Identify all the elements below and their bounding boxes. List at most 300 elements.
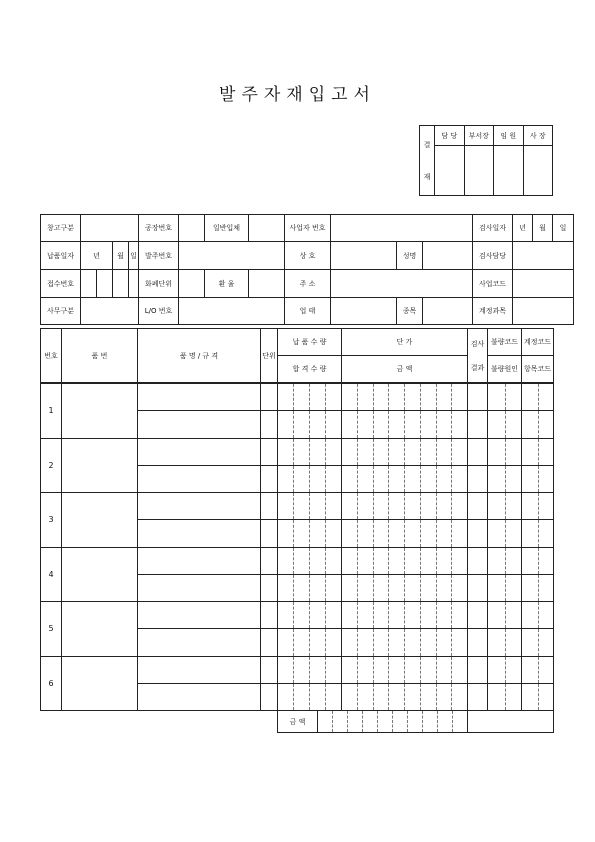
digit-guides: [278, 575, 341, 601]
label-inspector: 검사담당: [473, 242, 513, 270]
label-delivery-date: 납품일자: [41, 242, 81, 270]
item-price-field[interactable]: [342, 602, 468, 629]
center-guide: [488, 439, 506, 465]
digit-cell: [278, 411, 294, 437]
digit-cell: [342, 411, 358, 437]
digit-cell: [358, 520, 374, 546]
item-number: 2: [41, 438, 62, 493]
label-delivery-year: 년: [81, 242, 113, 270]
digit-cell: [310, 657, 326, 683]
approval-box: [419, 125, 553, 196]
item-inspect-field[interactable]: [468, 493, 488, 520]
digit-cell: [278, 684, 294, 710]
item-name-spec-field[interactable]: [138, 384, 261, 411]
label-item-type: 종목: [397, 298, 423, 325]
digit-guides: [342, 548, 467, 574]
digit-cell: [421, 493, 437, 519]
center-guide: [488, 684, 506, 710]
item-qty-field[interactable]: [278, 683, 342, 710]
digit-cell: [452, 575, 467, 601]
item-inspect-field[interactable]: [468, 602, 488, 629]
digit-guides: [342, 384, 467, 410]
digit-cell: [423, 711, 438, 732]
total-label: 금 액: [278, 711, 318, 733]
label-biz-no: 사업자 번호: [285, 215, 331, 242]
item-inspect-field[interactable]: [468, 683, 488, 710]
label-biz-code: 사업코드: [473, 270, 513, 298]
item-account-field[interactable]: [522, 493, 554, 520]
item-price-field[interactable]: [342, 683, 468, 710]
digit-cell: [310, 684, 326, 710]
item-account-field[interactable]: [522, 411, 554, 438]
approval-side-bottom: 재: [423, 172, 431, 181]
item-number: 3: [41, 493, 62, 548]
item-price-field[interactable]: [342, 520, 468, 547]
field-company[interactable]: [331, 242, 397, 270]
header-name-spec: 품 명 / 규 격: [138, 329, 261, 383]
header-amount: 금 액: [342, 356, 468, 383]
item-price-field[interactable]: [342, 656, 468, 683]
field-biz-code[interactable]: [513, 270, 574, 298]
digit-cell: [437, 657, 453, 683]
digit-cell: [405, 493, 421, 519]
digit-cell: [294, 411, 310, 437]
digit-cell: [358, 548, 374, 574]
item-unit-field[interactable]: [261, 547, 278, 574]
item-name-spec-field[interactable]: [138, 465, 261, 492]
digit-cell: [405, 439, 421, 465]
digit-cell: [278, 384, 294, 410]
item-name-spec-field[interactable]: [138, 493, 261, 520]
item-defect-field[interactable]: [488, 547, 522, 574]
label-receipt-no: 접수번호: [41, 270, 81, 298]
item-defect-field[interactable]: [488, 438, 522, 465]
page-title: 발주자재입고서: [219, 85, 376, 105]
item-price-field[interactable]: [342, 465, 468, 492]
item-account-field[interactable]: [522, 629, 554, 656]
digit-cell: [453, 711, 467, 732]
digit-cell: [452, 493, 467, 519]
center-guide: [488, 493, 506, 519]
approval-header-president: 사 장: [523, 126, 553, 146]
digit-cell: [278, 493, 294, 519]
item-price-field[interactable]: [342, 438, 468, 465]
digit-cell: [310, 602, 326, 628]
digit-cell: [342, 384, 358, 410]
digit-guides: [278, 684, 341, 710]
field-lo-no[interactable]: [179, 298, 285, 325]
digit-cell: [326, 493, 341, 519]
field-inspector[interactable]: [513, 242, 574, 270]
center-guide: [522, 657, 539, 683]
item-price-field[interactable]: [342, 629, 468, 656]
field-warehouse[interactable]: [81, 215, 139, 242]
approval-header-manager: 부서장: [464, 126, 494, 146]
item-account-field[interactable]: [522, 547, 554, 574]
item-account-field[interactable]: [522, 656, 554, 683]
digit-cell: [342, 493, 358, 519]
digit-guides: [278, 520, 341, 546]
digit-cell: [405, 602, 421, 628]
item-qty-field[interactable]: [278, 656, 342, 683]
item-account-field[interactable]: [522, 465, 554, 492]
item-price-field[interactable]: [342, 411, 468, 438]
field-order-no[interactable]: [179, 242, 285, 270]
item-name-spec-field[interactable]: [138, 629, 261, 656]
label-office: 사무구분: [41, 298, 81, 325]
item-part-no-field[interactable]: [62, 602, 138, 657]
item-price-field[interactable]: [342, 547, 468, 574]
item-qty-field[interactable]: [278, 574, 342, 601]
field-item-type[interactable]: [423, 298, 473, 325]
item-account-field[interactable]: [522, 574, 554, 601]
item-unit-field[interactable]: [261, 574, 278, 601]
digit-cell: [310, 466, 326, 492]
item-defect-field[interactable]: [488, 384, 522, 411]
digit-cell: [421, 384, 437, 410]
field-account[interactable]: [513, 298, 574, 325]
digit-cell: [294, 657, 310, 683]
center-guide: [488, 548, 506, 574]
digit-cell: [294, 466, 310, 492]
item-unit-field[interactable]: [261, 384, 278, 411]
field-currency[interactable]: [179, 270, 205, 298]
center-guide: [522, 575, 539, 601]
total-digit-guides: [318, 711, 467, 732]
item-defect-field[interactable]: [488, 629, 522, 656]
digit-cell: [437, 629, 453, 655]
total-row: [277, 710, 554, 733]
digit-cell: [294, 520, 310, 546]
field-receipt-1[interactable]: [81, 270, 97, 298]
item-unit-field[interactable]: [261, 438, 278, 465]
item-inspect-field[interactable]: [468, 656, 488, 683]
item-price-field[interactable]: [342, 493, 468, 520]
digit-cell: [294, 493, 310, 519]
label-year: 년: [513, 215, 533, 242]
item-inspect-field[interactable]: [468, 629, 488, 656]
header-defect-code: 불량코드: [488, 329, 522, 356]
digit-cell: [437, 384, 453, 410]
digit-cell: [389, 657, 405, 683]
item-unit-field[interactable]: [261, 656, 278, 683]
digit-cell: [437, 466, 453, 492]
item-name-spec-field[interactable]: [138, 411, 261, 438]
approval-sign-president[interactable]: [523, 146, 553, 196]
item-unit-field[interactable]: [261, 465, 278, 492]
digit-cell: [326, 384, 341, 410]
total-extra-field[interactable]: [468, 711, 554, 733]
digit-cell: [358, 411, 374, 437]
item-defect-field[interactable]: [488, 411, 522, 438]
item-defect-field[interactable]: [488, 602, 522, 629]
item-inspect-field[interactable]: [468, 384, 488, 411]
digit-cell: [389, 629, 405, 655]
item-inspect-field[interactable]: [468, 465, 488, 492]
digit-cell: [278, 466, 294, 492]
digit-cell: [452, 548, 467, 574]
digit-cell: [358, 575, 374, 601]
item-part-no-field[interactable]: [62, 656, 138, 711]
center-guide: [488, 520, 506, 546]
item-defect-field[interactable]: [488, 520, 522, 547]
center-guide: [522, 493, 539, 519]
center-guide: [522, 602, 539, 628]
item-qty-field[interactable]: [278, 411, 342, 438]
field-name[interactable]: [423, 242, 473, 270]
digit-cell: [389, 602, 405, 628]
digit-guides: [342, 411, 467, 437]
digit-cell: [421, 411, 437, 437]
digit-cell: [358, 493, 374, 519]
digit-cell: [278, 520, 294, 546]
label-company: 상 호: [285, 242, 331, 270]
approval-header-executive: 임 원: [494, 126, 524, 146]
item-name-spec-field[interactable]: [138, 547, 261, 574]
field-receipt-3[interactable]: [113, 270, 129, 298]
digit-cell: [326, 575, 341, 601]
approval-sign-executive[interactable]: [494, 146, 524, 196]
digit-cell: [310, 411, 326, 437]
header-delivery-qty: 납 품 수 량: [278, 329, 342, 356]
header-inspect-top: 검사: [470, 339, 485, 348]
label-delivery-day: 일: [129, 242, 139, 270]
label-inspect-date: 검사일자: [473, 215, 513, 242]
header-pass-qty: 합 격 수 량: [278, 356, 342, 383]
item-defect-field[interactable]: [488, 493, 522, 520]
digit-cell: [342, 657, 358, 683]
item-unit-field[interactable]: [261, 629, 278, 656]
items-table: [40, 328, 554, 383]
item-unit-field[interactable]: [261, 520, 278, 547]
digit-guides: [278, 657, 341, 683]
digit-cell: [421, 548, 437, 574]
field-biz-no[interactable]: [331, 215, 473, 242]
item-defect-field[interactable]: [488, 656, 522, 683]
field-address[interactable]: [331, 270, 473, 298]
digit-guides: [342, 602, 467, 628]
item-inspect-field[interactable]: [468, 411, 488, 438]
item-account-field[interactable]: [522, 602, 554, 629]
digit-cell: [374, 493, 390, 519]
digit-cell: [421, 439, 437, 465]
digit-guides: [278, 602, 341, 628]
digit-cell: [405, 629, 421, 655]
digit-cell: [294, 602, 310, 628]
digit-cell: [389, 384, 405, 410]
digit-cell: [333, 711, 348, 732]
item-part-no-field[interactable]: [62, 438, 138, 493]
item-name-spec-field[interactable]: [138, 520, 261, 547]
digit-guides: [342, 493, 467, 519]
digit-cell: [437, 520, 453, 546]
field-exchange[interactable]: [249, 270, 285, 298]
digit-cell: [389, 520, 405, 546]
digit-cell: [405, 466, 421, 492]
label-general: 일반입체: [205, 215, 249, 242]
approval-sign-manager[interactable]: [464, 146, 494, 196]
item-unit-field[interactable]: [261, 602, 278, 629]
item-name-spec-field[interactable]: [138, 683, 261, 710]
digit-cell: [326, 629, 341, 655]
digit-cell: [358, 629, 374, 655]
digit-cell: [437, 684, 453, 710]
center-guide: [488, 411, 506, 437]
digit-cell: [389, 548, 405, 574]
header-part-no: 품 번: [62, 329, 138, 383]
item-account-field[interactable]: [522, 683, 554, 710]
digit-cell: [374, 384, 390, 410]
item-qty-field[interactable]: [278, 384, 342, 411]
approval-sign-staff[interactable]: [435, 146, 465, 196]
field-receipt-4[interactable]: [129, 270, 139, 298]
digit-cell: [342, 575, 358, 601]
digit-cell: [452, 466, 467, 492]
item-qty-field[interactable]: [278, 465, 342, 492]
item-number: 6: [41, 656, 62, 711]
item-part-no-field[interactable]: [62, 384, 138, 439]
center-guide: [522, 466, 539, 492]
field-biz-type[interactable]: [331, 298, 397, 325]
digit-cell: [342, 684, 358, 710]
item-block: [40, 601, 554, 657]
digit-cell: [405, 548, 421, 574]
digit-cell: [437, 602, 453, 628]
label-warehouse: 창고구분: [41, 215, 81, 242]
approval-header-staff: 담 당: [435, 126, 465, 146]
digit-guides: [342, 629, 467, 655]
digit-cell: [326, 548, 341, 574]
digit-cell: [318, 711, 333, 732]
digit-cell: [421, 684, 437, 710]
item-defect-field[interactable]: [488, 465, 522, 492]
item-unit-field[interactable]: [261, 683, 278, 710]
item-name-spec-field[interactable]: [138, 602, 261, 629]
center-guide: [488, 602, 506, 628]
item-qty-field[interactable]: [278, 547, 342, 574]
center-guide: [488, 466, 506, 492]
item-account-field[interactable]: [522, 520, 554, 547]
digit-cell: [452, 520, 467, 546]
digit-cell: [326, 657, 341, 683]
item-price-field[interactable]: [342, 384, 468, 411]
item-part-no-field[interactable]: [62, 547, 138, 602]
digit-cell: [452, 684, 467, 710]
digit-cell: [294, 684, 310, 710]
item-qty-field[interactable]: [278, 602, 342, 629]
item-name-spec-field[interactable]: [138, 574, 261, 601]
item-qty-field[interactable]: [278, 629, 342, 656]
total-amount-field[interactable]: [318, 711, 468, 733]
digit-cell: [437, 575, 453, 601]
digit-cell: [348, 711, 363, 732]
item-defect-field[interactable]: [488, 574, 522, 601]
digit-cell: [310, 493, 326, 519]
digit-cell: [374, 602, 390, 628]
item-name-spec-field[interactable]: [138, 438, 261, 465]
digit-cell: [389, 684, 405, 710]
digit-guides: [342, 575, 467, 601]
center-guide: [522, 684, 539, 710]
item-price-field[interactable]: [342, 574, 468, 601]
digit-cell: [408, 711, 423, 732]
digit-cell: [452, 629, 467, 655]
digit-cell: [342, 466, 358, 492]
item-inspect-field[interactable]: [468, 547, 488, 574]
digit-cell: [452, 657, 467, 683]
digit-cell: [421, 602, 437, 628]
label-lo-no: L/O 번호: [139, 298, 179, 325]
digit-cell: [437, 439, 453, 465]
header-unit: 단위: [261, 329, 278, 383]
digit-cell: [374, 520, 390, 546]
digit-cell: [358, 657, 374, 683]
digit-cell: [294, 629, 310, 655]
digit-cell: [389, 439, 405, 465]
digit-guides: [342, 439, 467, 465]
item-unit-field[interactable]: [261, 493, 278, 520]
item-account-field[interactable]: [522, 384, 554, 411]
header-unit-price: 단 가: [342, 329, 468, 356]
digit-cell: [452, 602, 467, 628]
field-general[interactable]: [249, 215, 285, 242]
field-factory-no[interactable]: [179, 215, 205, 242]
digit-cell: [374, 548, 390, 574]
digit-cell: [437, 493, 453, 519]
digit-cell: [389, 493, 405, 519]
center-guide: [522, 548, 539, 574]
field-office[interactable]: [81, 298, 139, 325]
item-qty-field[interactable]: [278, 438, 342, 465]
digit-guides: [278, 411, 341, 437]
digit-guides: [342, 466, 467, 492]
item-inspect-field[interactable]: [468, 574, 488, 601]
digit-guides: [342, 520, 467, 546]
item-inspect-field[interactable]: [468, 438, 488, 465]
digit-cell: [294, 548, 310, 574]
digit-guides: [278, 629, 341, 655]
center-guide: [522, 520, 539, 546]
digit-cell: [358, 602, 374, 628]
center-guide: [522, 439, 539, 465]
item-name-spec-field[interactable]: [138, 656, 261, 683]
item-inspect-field[interactable]: [468, 520, 488, 547]
digit-cell: [342, 602, 358, 628]
header-account-code: 계정코드: [522, 329, 554, 356]
digit-cell: [310, 439, 326, 465]
digit-cell: [374, 411, 390, 437]
digit-cell: [374, 657, 390, 683]
item-defect-field[interactable]: [488, 683, 522, 710]
digit-cell: [374, 629, 390, 655]
item-unit-field[interactable]: [261, 411, 278, 438]
item-qty-field[interactable]: [278, 493, 342, 520]
header-part-code: 항목코드: [522, 356, 554, 383]
digit-cell: [452, 384, 467, 410]
item-account-field[interactable]: [522, 438, 554, 465]
item-part-no-field[interactable]: [62, 493, 138, 548]
header-info-table: [40, 214, 574, 325]
item-number: 4: [41, 547, 62, 602]
digit-cell: [437, 548, 453, 574]
field-receipt-2[interactable]: [97, 270, 113, 298]
label-currency: 화폐단위: [139, 270, 179, 298]
header-no: 번호: [41, 329, 62, 383]
label-day: 일: [553, 215, 574, 242]
digit-cell: [278, 439, 294, 465]
item-qty-field[interactable]: [278, 520, 342, 547]
digit-cell: [405, 411, 421, 437]
